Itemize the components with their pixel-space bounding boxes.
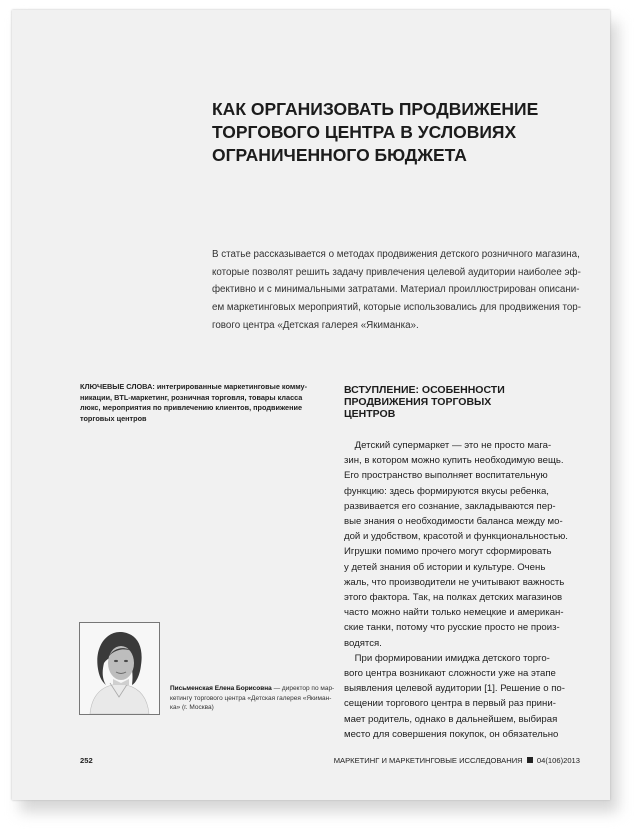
author-caption — [170, 684, 335, 713]
author-name: Письменская Елена Борисовна — [170, 685, 272, 692]
body-line: вые знания о необходимости баланса между мо- — [344, 516, 563, 528]
section-title — [344, 384, 564, 421]
body-line: вого центра возникают сложности уже на этапе — [344, 668, 556, 680]
lead-line: В статье рассказывается о методах продвижения детского розничного магазина, — [212, 249, 580, 260]
lead-line: фективно и с минимальными затратами. Материал проиллюстрирован описани- — [212, 284, 580, 296]
body-line: зин, в котором можно купить необходимую вещь. — [344, 455, 564, 467]
body-line: Детский супермаркет — это не просто мага- — [344, 440, 552, 451]
author-desc-line: — директор по мар- — [271, 685, 335, 692]
issue-number: 04(106)2013 — [536, 756, 580, 765]
journal-footer — [334, 756, 580, 765]
body-line: Его пространство выполняет воспитательную — [344, 470, 548, 482]
keywords-line: интегрированные маркетинговые комму- — [154, 382, 308, 391]
body-line: Игрушки помимо прочего могут сформировать — [344, 546, 552, 558]
body-line: ские танки, потому что русские просто не произ- — [344, 622, 560, 634]
lead-line: гового центра «Детская галерея «Якиманка». — [212, 319, 419, 331]
section-title-line: ЦЕНТРОВ — [344, 408, 396, 421]
article-body — [344, 438, 614, 742]
author-desc-line: ка» (г. Москва) — [170, 704, 214, 712]
journal-name: МАРКЕТИНГ И МАРКЕТИНГОВЫЕ ИССЛЕДОВАНИЯ — [333, 756, 523, 765]
magazine-page — [12, 10, 610, 800]
body-line: развивается его сознание, закладываются пер- — [344, 500, 556, 512]
body-line: часто можно найти только немецкие и американ- — [344, 607, 564, 619]
keywords-label: КЛЮЧЕВЫЕ СЛОВА: — [80, 382, 155, 391]
lead-line: ем маркетинговых мероприятий, которые использовались для продвижения тор- — [212, 302, 582, 314]
body-line: место для совершения покупок, он обязательно — [344, 728, 559, 740]
title-line: ОГРАНИЧЕННОГО БЮДЖЕТА — [212, 145, 467, 165]
square-bullet-icon — [527, 757, 533, 763]
title-line: КАК ОРГАНИЗОВАТЬ ПРОДВИЖЕНИЕ — [212, 99, 539, 119]
section-title-line: ПРОДВИЖЕНИЯ ТОРГОВЫХ — [344, 396, 492, 409]
body-line: мает родитель, однако в дальнейшем, выбирая — [344, 713, 558, 725]
body-line: При формировании имиджа детского торго- — [344, 652, 550, 664]
keywords-line: торговых центров — [80, 413, 147, 423]
page-number: 252 — [80, 756, 93, 765]
body-line: дой и удобством, красотой и функциональностью. — [344, 531, 568, 543]
body-line: жаль, что производители не учитывают важность — [344, 576, 565, 588]
author-desc-line: кетингу торгового центра «Детская галерея «Якиман- — [170, 694, 332, 702]
article-lead — [212, 246, 607, 335]
body-line: водятся. — [344, 637, 382, 649]
keywords-block — [80, 382, 340, 424]
lead-line: которые позволят решить задачу привлечения целевой аудитории наиболее эф- — [212, 266, 581, 278]
author-portrait-image — [80, 623, 159, 714]
section-title-line: ВСТУПЛЕНИЕ: ОСОБЕННОСТИ — [344, 384, 505, 396]
body-line: этого фактора. Так, на полках детских магазинов — [344, 592, 563, 604]
body-line: у детей знания об истории и культуре. Очень — [344, 561, 546, 573]
article-title — [212, 98, 552, 167]
body-line: выявления целевой аудитории [1]. Решение о по- — [344, 683, 565, 695]
title-line: ТОРГОВОГО ЦЕНТРА В УСЛОВИЯХ — [212, 122, 517, 142]
body-line: функцию: здесь формируются вкусы ребенка, — [344, 485, 549, 497]
body-line: сещении торгового центра в первый раз прини- — [344, 698, 556, 710]
keywords-line: люкс, мероприятия по привлечению клиентов, продвижение — [80, 403, 303, 413]
keywords-line: никации, BTL-маркетинг, розничная торговля, товары класса — [80, 392, 303, 402]
author-photo — [79, 622, 160, 715]
